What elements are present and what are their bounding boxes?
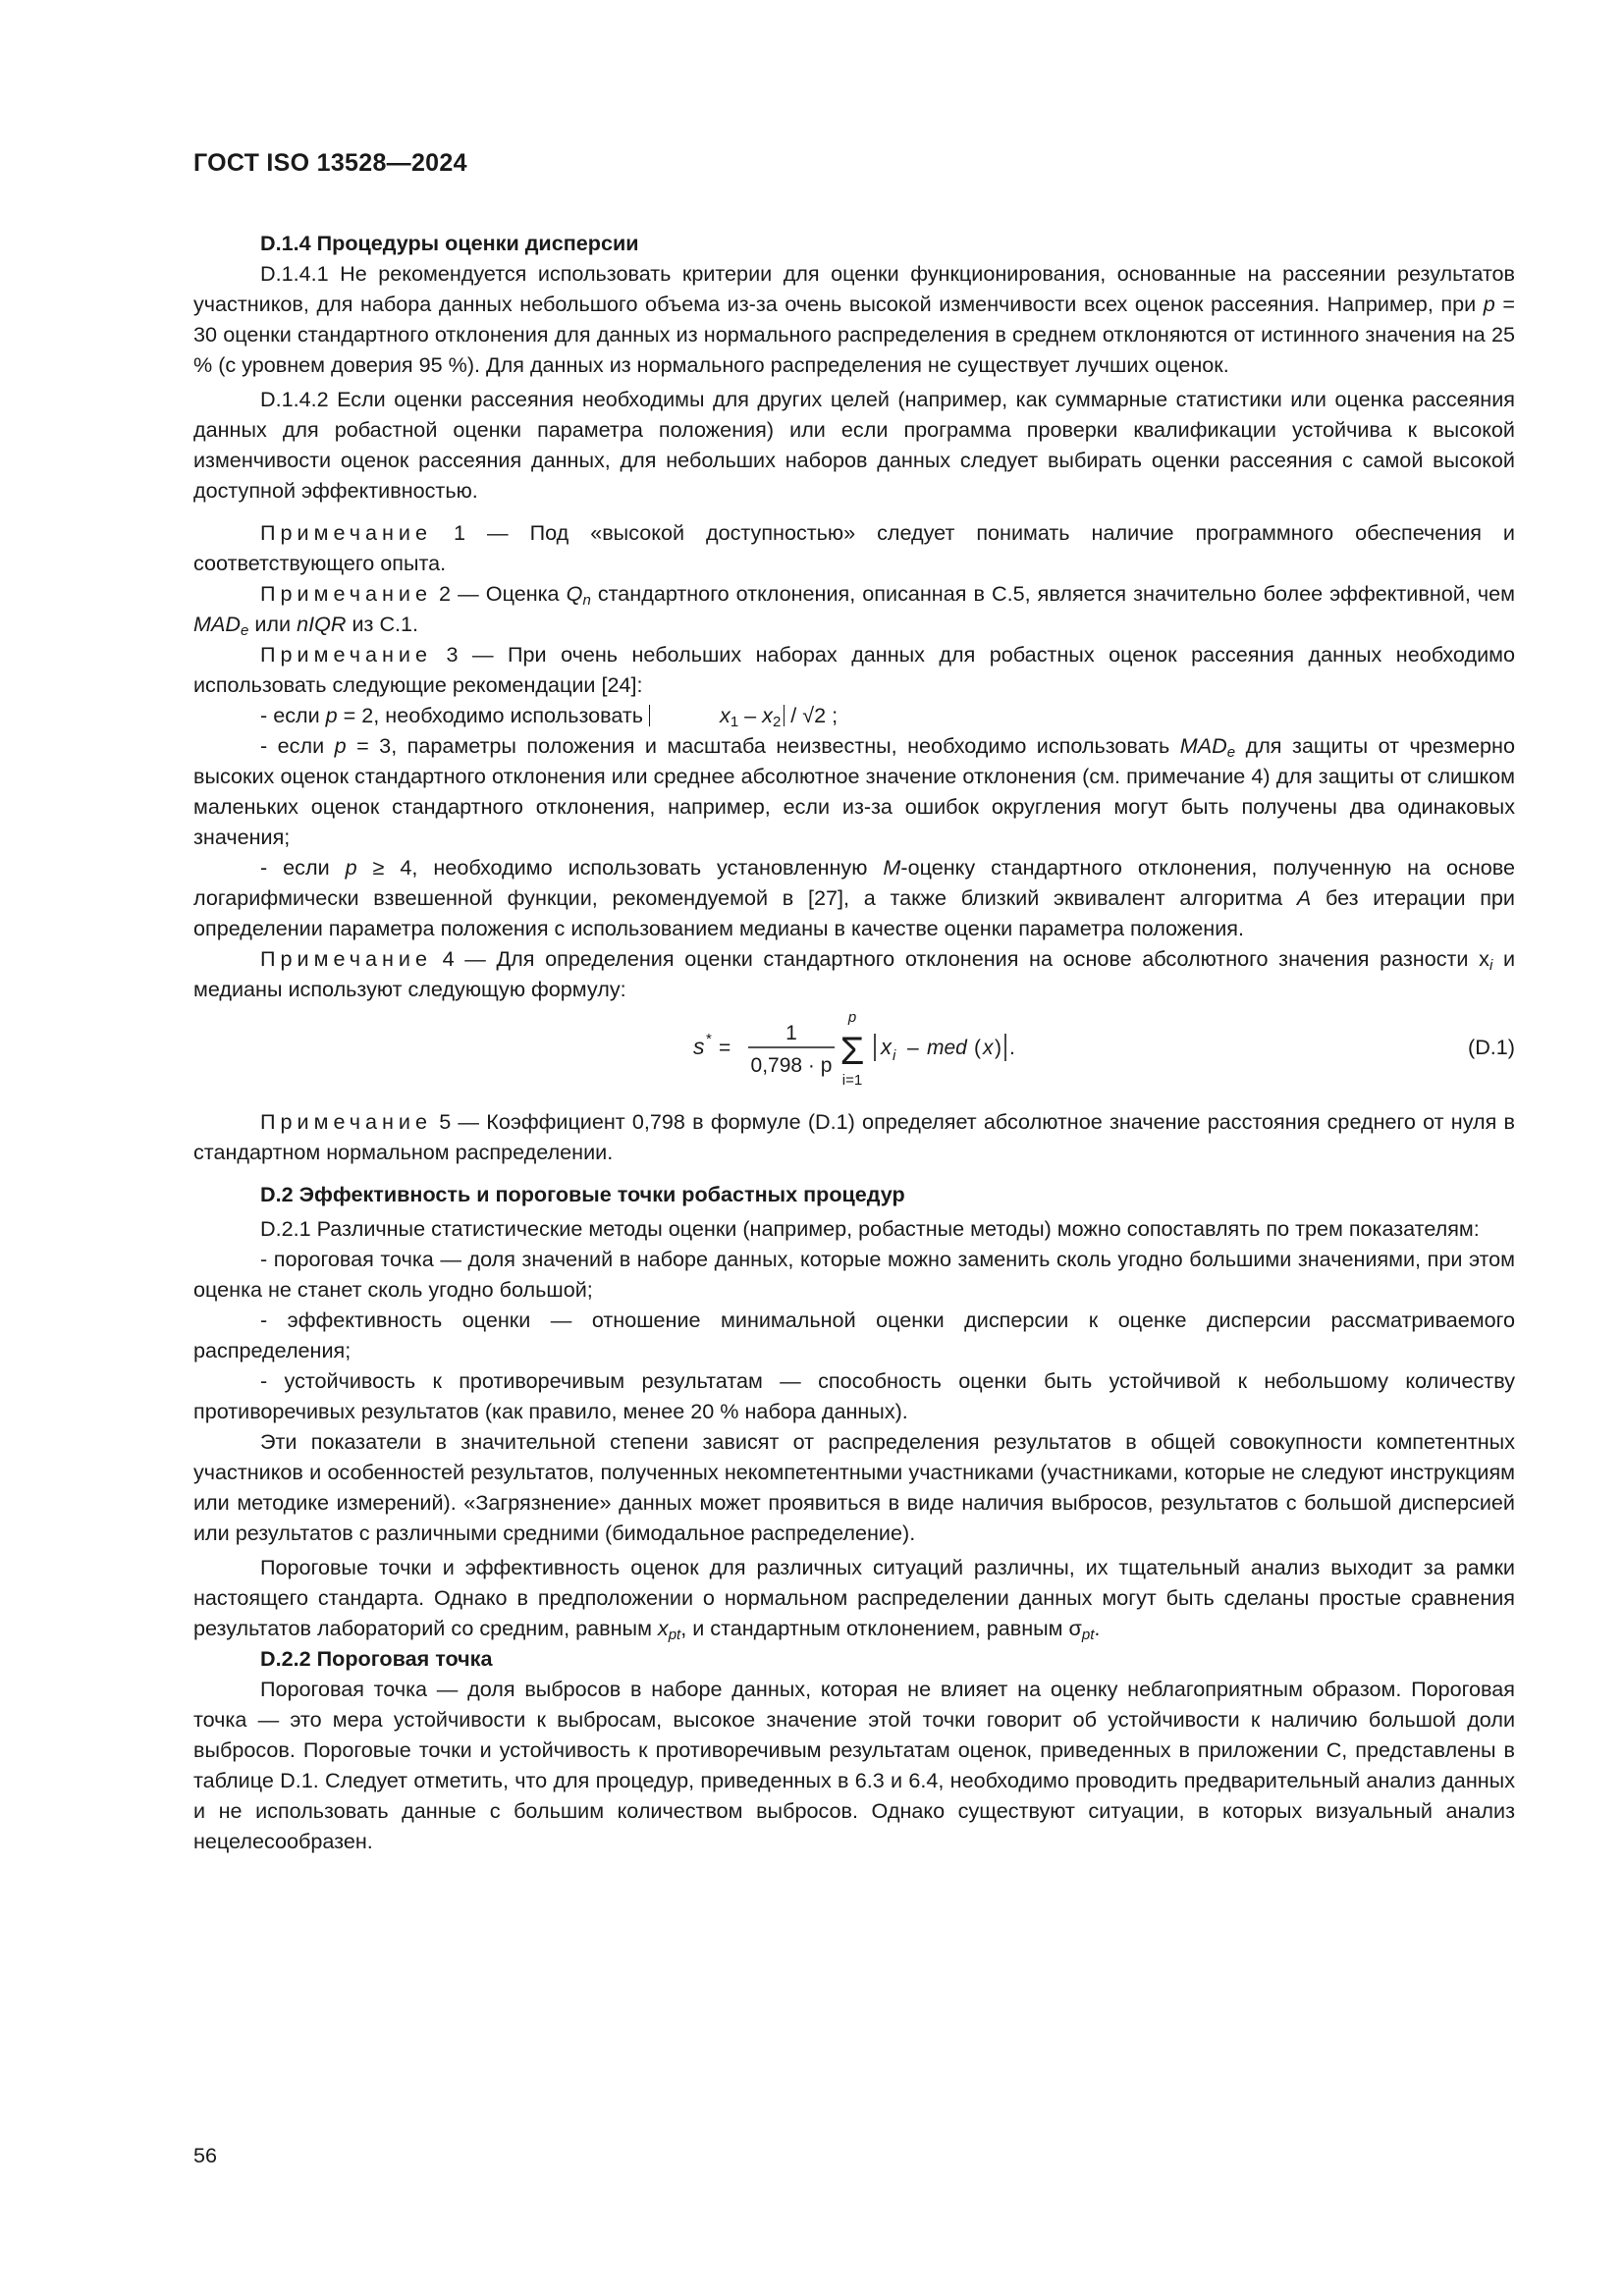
svg-text:med: med <box>927 1037 967 1059</box>
svg-text:): ) <box>995 1037 1001 1059</box>
note-3-bullet-2: - если p = 3, параметры положения и масштаба неизвестны, необходимо использовать $MAD_e$ для защиты от чрезмерно высоких оценок стандартного отклонения или среднее абсолютное значение отклонения (см. примечание 4) для защиты от слишком маленьких оценок стандартного отклонения, например, если из-за ошибок округления могут быть получены два одинаковых значения; <box>193 733 1515 849</box>
note-4: Примечание 4 — Для определения оценки стандартного отклонения на основе абсолютного значения разности $x_i$ и медианы используют следующую формулу: <box>193 946 1516 1001</box>
note-3: Примечание 3 — При очень небольших наборах данных для робастных оценок рассеяния данных необходимо использовать следующие рекомендации [24]: <box>193 642 1515 697</box>
d21-bullet-3: - устойчивость к противоречивым результатам — способность оценки быть устойчивой к небольшому количеству противоречивых результатов (как правило, менее 20 % набора данных). <box>193 1368 1515 1423</box>
page-header: ГОСТ ISO 13528—2024 <box>193 149 467 177</box>
d21-bullet-2: - эффективность оценки — отношение минимальной оценки дисперсии к оценке дисперсии рассматриваемого распределения; <box>193 1308 1515 1362</box>
section-title-d14: D.1.4 Процедуры оценки дисперсии <box>260 231 639 255</box>
section-title-d22: D.2.2 Пороговая точка <box>260 1646 493 1671</box>
abs-expression: $x_1 - x_2$ <box>649 705 785 726</box>
svg-text:s: s <box>693 1034 705 1059</box>
note-1: Примечание 1 — Под «высокой доступностью» следует понимать наличие программного обеспечения и соответствующего опыта. <box>193 520 1515 575</box>
section-title-d2: D.2 Эффективность и пороговые точки робастных процедур <box>260 1182 905 1206</box>
svg-text:0,798 · p: 0,798 · p <box>750 1054 833 1077</box>
formula-number: (D.1) <box>1468 1035 1515 1059</box>
svg-text:i: i <box>893 1047 896 1064</box>
svg-text:*: * <box>706 1031 712 1047</box>
svg-text:1: 1 <box>785 1022 797 1044</box>
svg-text:(: ( <box>974 1037 981 1059</box>
svg-text:x: x <box>983 1037 994 1059</box>
svg-text:x: x <box>881 1035 892 1059</box>
svg-text:=: = <box>719 1037 731 1059</box>
d21-bullet-1: - пороговая точка — доля значений в наборе данных, которые можно заменить сколь угодно большими значениями, при этом оценка не станет сколь угодно большой; <box>193 1247 1515 1302</box>
svg-text:i=1: i=1 <box>841 1072 863 1089</box>
paragraph-d141: D.1.4.1 Не рекомендуется использовать критерии для оценки функционирования, основанные на рассеянии результатов участников, для набора данных небольшого объема из-за очень высокой изменчивости всех оценок рассеяния. Например, при p = 30 оценки стандартного отклонения для данных из нормального распределения в среднем отклоняются от истинного значения на 25 % (с уровнем доверия 95 %). Для данных из нормального распределения не существует лучших оценок. <box>193 261 1515 377</box>
note-3-bullet-1: - если p = 2, необходимо использовать $x_1 - x_2 / √2$ ; <box>260 703 839 730</box>
paragraph-d21: D.2.1 Различные статистические методы оценки (например, робастные методы) можно сопоставлять по трем показателям: <box>260 1216 1480 1241</box>
paragraph-d22: Пороговая точка — доля выбросов в наборе данных, которая не влияет на оценку неблагоприятным образом. Пороговая точка — это мера устойчивости к выбросам, высокое значение этой точки говорит об устойчивости к наличию большой доли выбросов. Пороговые точки и устойчивость к противоречивым результатам оценок, приведенных в приложении С, представлены в таблице D.1. Следует отметить, что для процедур, приведенных в 6.3 и 6.4, необходимо проводить предварительный анализ данных и не использовать данные с большим количеством выбросов. Однако существуют ситуации, в которых визуальный анализ нецелесообразен. <box>193 1677 1515 1853</box>
note-3-bullet-3: - если p ≥ 4, необходимо использовать установленную M-оценку стандартного отклонения, полученную на основе логарифмически взвешенной функции, рекомендуемой в [27], а также близкий эквивалент алгоритма A без итерации при определении параметра положения с использованием медианы в качестве оценки параметра положения. <box>193 855 1515 940</box>
svg-text:Σ: Σ <box>839 1030 865 1073</box>
formula-d1-graphic <box>689 1010 1062 1096</box>
note-5: Примечание 5 — Коэффициент 0,798 в формуле (D.1) определяет абсолютное значение расстояния среднего от нуля в стандартном нормальном распределении. <box>193 1109 1515 1164</box>
formula-d1 <box>193 1010 1515 1096</box>
note-2: Примечание 2 — Оценка $Q_n$ стандартного отклонения, описанная в С.5, является значительно более эффективной, чем $MAD_e$ или nIQR из С.1. <box>193 581 1516 639</box>
document-body <box>193 228 1515 1856</box>
paragraph-d2-comparisons: Пороговые точки и эффективность оценок для различных ситуаций различны, их тщательный анализ выходит за рамки настоящего стандарта. Однако в предположении о нормальном распределении данных могут быть сделаны простые сравнения результатов лабораторий со средним, равным $x_{pt}$, и стандартным отклонением, равным $\sigma_{pt}$. <box>193 1555 1515 1643</box>
svg-text:.: . <box>1009 1037 1015 1059</box>
paragraph-d142: D.1.4.2 Если оценки рассеяния необходимы для других целей (например, как суммарные статистики или оценка рассеяния данных для робастной оценки параметра положения) или если программа проверки квалификации устойчива к высокой изменчивости оценок рассеяния данных, для небольших наборов данных следует выбирать оценки рассеяния с самой высокой доступной эффективностью. <box>193 387 1515 503</box>
svg-text:–: – <box>907 1037 919 1059</box>
svg-text:p: p <box>847 1010 857 1026</box>
page-number: 56 <box>193 2143 218 2167</box>
paragraph-d2-indicators: Эти показатели в значительной степени зависят от распределения результатов в общей совокупности компетентных участников и особенностей результатов, полученных некомпетентными участниками (участниками, которые не следуют инструкциям или методике измерений). «Загрязнение» данных может проявиться в виде наличия выбросов, результатов с большой дисперсией или результатов с различными средними (бимодальное распределение). <box>193 1429 1515 1545</box>
